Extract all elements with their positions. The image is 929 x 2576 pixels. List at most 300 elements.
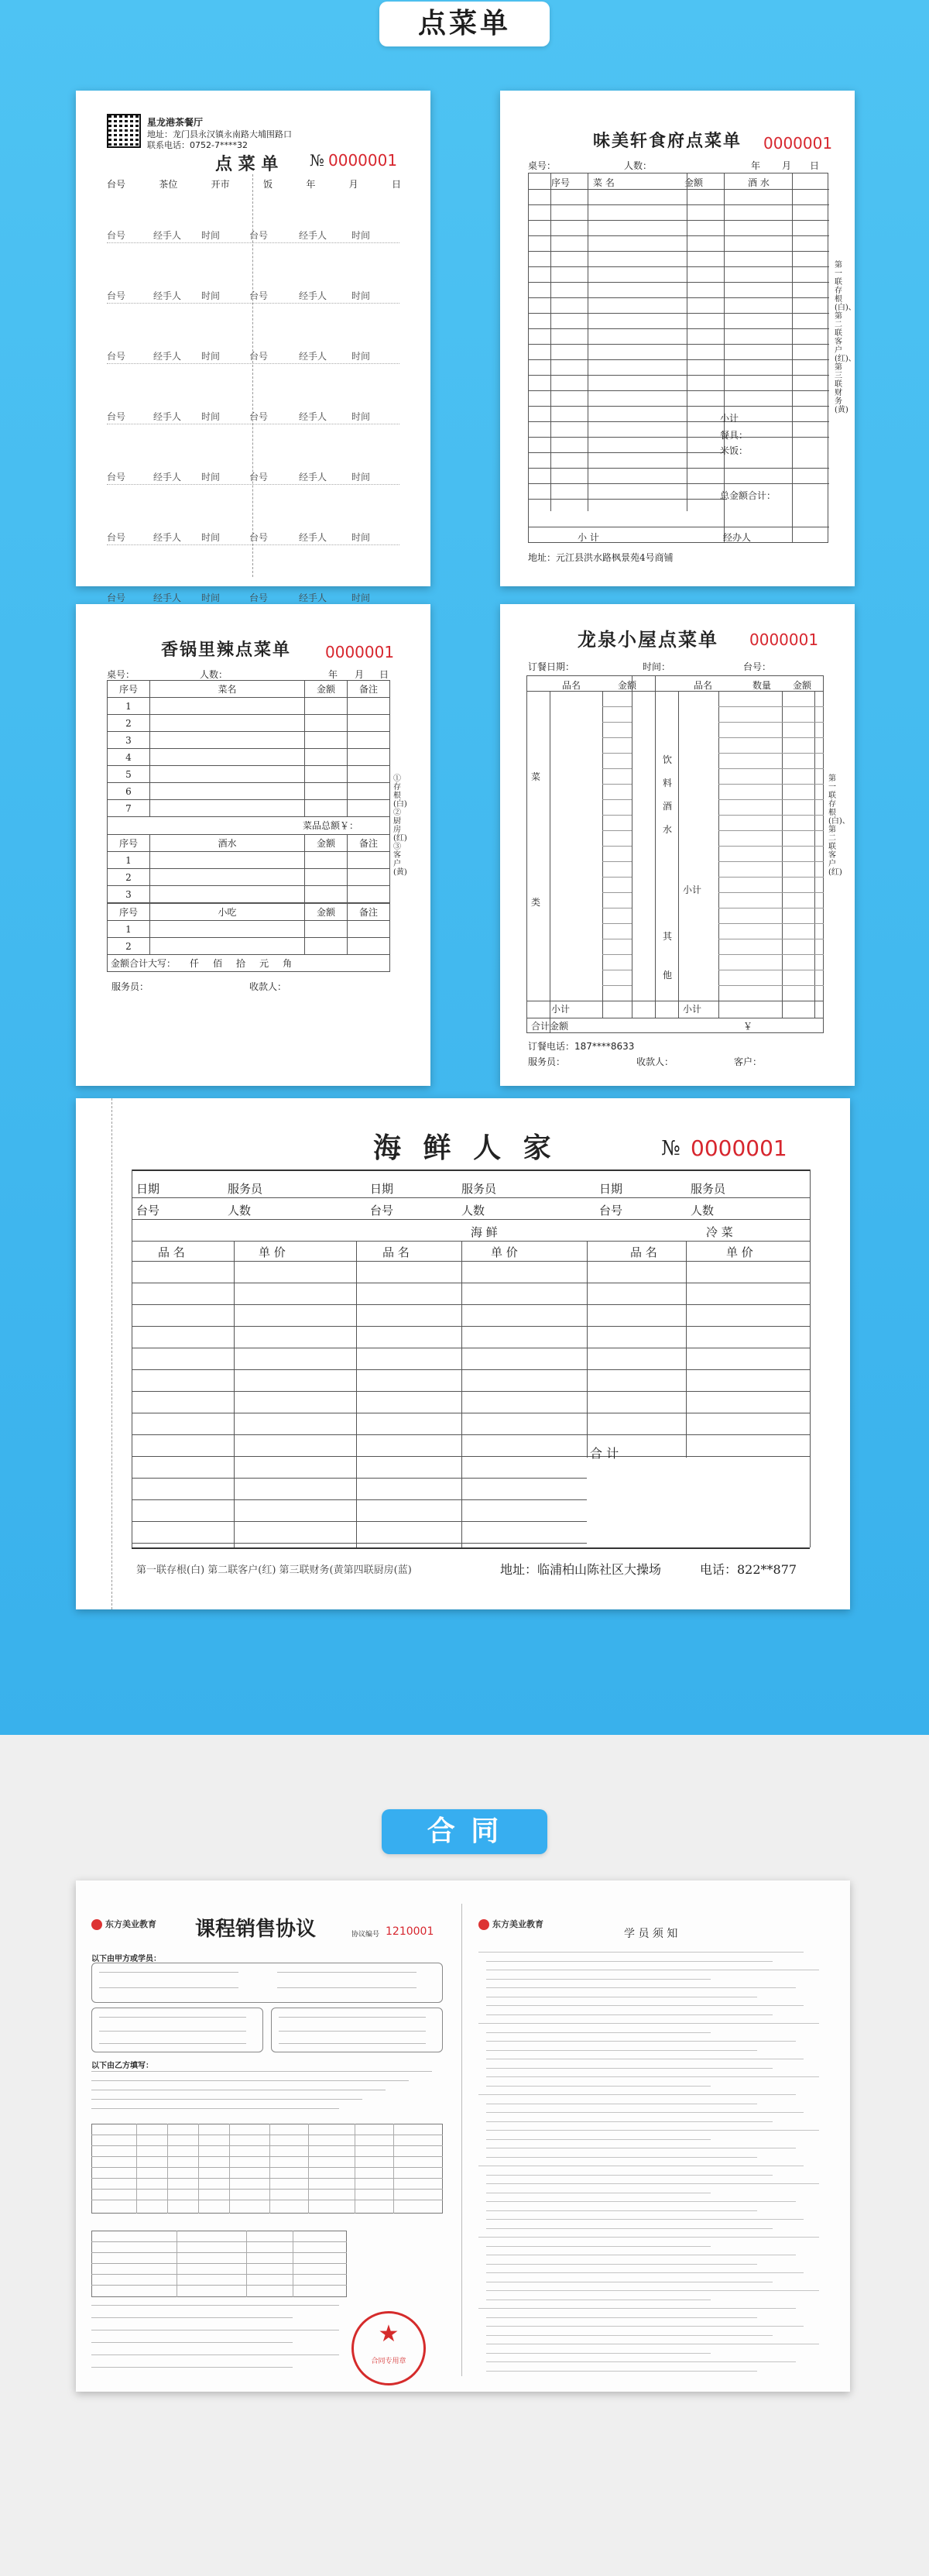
header-cell: 年 — [306, 179, 316, 190]
header-row — [107, 177, 401, 191]
row-number: 2 — [108, 869, 150, 886]
party-a-box — [91, 1963, 443, 2003]
text-line — [486, 2041, 796, 2042]
form-field: 台号 — [136, 1204, 160, 1218]
header-cell: 日 — [391, 179, 401, 190]
text-line — [478, 2023, 819, 2024]
order-form-card-2 — [500, 91, 855, 586]
form-field: 日期 — [599, 1182, 623, 1196]
unit-label: 角 — [283, 958, 293, 969]
entry-label: 时间 — [201, 411, 221, 422]
meta-table: 台号： — [743, 661, 772, 672]
empty-cell — [150, 783, 305, 800]
empty-cell — [150, 886, 305, 903]
table-header: 酒水 — [150, 835, 305, 852]
grid-hline — [602, 737, 632, 738]
entry-label: 时间 — [351, 532, 371, 543]
col-dish: 菜 名 — [593, 177, 615, 188]
grid-vline — [655, 675, 656, 1018]
col-right-amount: 金额 — [793, 680, 812, 691]
row-number: 1 — [108, 921, 150, 938]
rice: 米饭： — [720, 445, 749, 456]
column-divider — [686, 1241, 687, 1458]
row-rule — [132, 1391, 810, 1392]
order-table — [107, 680, 390, 817]
unit-label: 佰 — [213, 958, 223, 969]
label-other-1: 其 — [663, 931, 673, 942]
text-line — [486, 2335, 773, 2336]
staff-waiter: 服务员： — [111, 981, 149, 992]
party-b-heading: 以下由乙方填写： — [91, 2062, 153, 2070]
grid-hline — [529, 375, 829, 376]
group-cold: 冷 菜 — [706, 1225, 733, 1239]
entry-label: 时间 — [201, 532, 221, 543]
form-field: 人数 — [461, 1204, 485, 1218]
grid-hline — [718, 954, 824, 955]
empty-cell — [305, 749, 348, 766]
grid-vline — [718, 691, 719, 1018]
grid-hline — [602, 923, 632, 924]
label-category: 类 — [531, 897, 541, 908]
entry-label: 时间 — [351, 290, 371, 301]
qr-code-icon — [107, 114, 141, 148]
row-rule — [132, 1434, 810, 1435]
table-header: 序号 — [108, 681, 150, 698]
text-line — [91, 2317, 293, 2318]
text-line — [486, 2353, 711, 2354]
serial-number: 0000001 — [328, 151, 398, 170]
text-line — [91, 2342, 293, 2343]
meta-month: 月 — [782, 160, 792, 171]
grid-vline — [269, 2124, 270, 2214]
shop-address: 地址：临浦柏山陈社区大操场 — [500, 1562, 662, 1577]
order-grid — [526, 675, 824, 1033]
grid-hline — [602, 784, 632, 785]
grid-hline — [718, 768, 824, 769]
entry-label: 经手人 — [299, 592, 327, 603]
text-line — [486, 2272, 804, 2273]
entry-label: 时间 — [201, 592, 221, 603]
seal-star-icon: ★ — [378, 2320, 399, 2348]
empty-cell — [305, 886, 348, 903]
form-title: 味美轩食府点菜单 — [593, 131, 742, 151]
meta-time: 时间： — [643, 661, 671, 672]
order-table — [107, 903, 390, 955]
grid-vline — [814, 691, 815, 1018]
col-left-name: 品名 — [562, 680, 581, 691]
order-tables — [107, 680, 390, 993]
row-rule — [132, 1197, 810, 1198]
column-divider — [356, 1241, 357, 1547]
grid-hline — [718, 985, 824, 986]
entry-label: 台号 — [249, 230, 269, 241]
grid-hline — [529, 499, 724, 500]
row-number: 2 — [108, 715, 150, 732]
row-number: 5 — [108, 766, 150, 783]
empty-cell — [305, 800, 348, 817]
empty-cell — [150, 800, 305, 817]
order-form-card-1 — [76, 91, 430, 603]
grid-hline — [529, 359, 829, 360]
order-phone: 订餐电话：187****8633 — [528, 1041, 635, 1052]
entry-label: 时间 — [201, 230, 221, 241]
empty-cell — [348, 698, 390, 715]
serial-number: 0000001 — [691, 1135, 787, 1161]
serial-number: 0000001 — [749, 630, 819, 649]
meta-year: 年 — [328, 669, 338, 680]
section-title-contract: 合 同 — [382, 1809, 547, 1854]
grid-hline — [724, 483, 829, 484]
empty-cell — [150, 921, 305, 938]
grid-vline — [602, 691, 603, 1018]
grid-hline — [529, 251, 829, 252]
unit-label: 仟 — [190, 958, 200, 969]
form-title: 龙泉小屋点菜单 — [578, 628, 718, 651]
entry-label: 台号 — [107, 472, 126, 483]
form-field: 服务员 — [461, 1182, 497, 1196]
table-header: 金额 — [305, 904, 348, 921]
unit-label: 拾 — [236, 958, 246, 969]
grid-hline — [529, 437, 724, 438]
empty-cell — [305, 921, 348, 938]
row-rule — [132, 1543, 587, 1544]
row-rule — [132, 1478, 587, 1479]
grid-vline — [393, 2124, 394, 2214]
table-header: 序号 — [108, 835, 150, 852]
grid-hline — [718, 923, 824, 924]
entry-line — [107, 242, 399, 243]
grid-hline — [91, 2274, 347, 2275]
unit-label: 元 — [259, 958, 269, 969]
grid-hline — [718, 815, 824, 816]
column-header: 品 名 — [630, 1245, 657, 1259]
text-line — [486, 2068, 773, 2069]
grid-hline — [91, 2263, 347, 2264]
grid-hline — [602, 722, 632, 723]
text-line — [478, 2094, 796, 2095]
grid-hline — [529, 390, 829, 391]
label-other-2: 他 — [663, 970, 673, 981]
form-title: 点 菜 单 — [215, 154, 279, 174]
text-line — [91, 2354, 339, 2355]
grid-hline — [91, 2167, 443, 2168]
header-cell: 开市 — [211, 179, 230, 190]
payment-table — [91, 2231, 347, 2297]
text-line — [486, 2130, 819, 2131]
serial-label: № — [310, 151, 324, 170]
grid-vline — [167, 2124, 168, 2214]
grid-vline — [246, 2231, 247, 2297]
text-line — [91, 2108, 339, 2109]
serial-number: 0000001 — [763, 134, 833, 153]
dish-total: 菜品总额￥： — [107, 817, 390, 834]
meta-guests: 人数： — [624, 160, 653, 171]
form-field: 服务员 — [228, 1182, 263, 1196]
total-amount: 合计金额 — [531, 1021, 569, 1032]
drinks-subtotal: 小计 — [683, 884, 702, 895]
empty-cell — [305, 852, 348, 869]
text-line — [486, 2183, 819, 2184]
tableware: 餐具： — [720, 430, 749, 441]
text-line — [99, 2031, 246, 2032]
text-line — [486, 2371, 757, 2372]
form-field: 日期 — [370, 1182, 394, 1196]
col-right-name: 品名 — [694, 680, 713, 691]
order-table — [107, 834, 390, 903]
grid-hline — [529, 344, 829, 345]
grid-hline — [91, 2252, 347, 2253]
column-divider — [461, 1241, 462, 1547]
entry-label: 经手人 — [153, 351, 182, 362]
group-seafood: 海 鲜 — [471, 1225, 498, 1239]
col-amount: 金额 — [684, 177, 704, 188]
student-box-1 — [91, 2008, 263, 2052]
text-line — [486, 2290, 819, 2291]
text-line — [99, 1987, 238, 1988]
grid-hline — [529, 406, 724, 407]
table-header: 备注 — [348, 835, 390, 852]
grid-hline — [529, 189, 829, 190]
bottom-rule — [132, 1547, 810, 1549]
row-rule — [132, 1499, 587, 1500]
title-rule — [132, 1170, 810, 1171]
copy-note: 第一联存根(白)、第二联客户(红)、第三联财务(黄) — [835, 261, 856, 414]
staff-cashier: 收款人： — [636, 1056, 674, 1067]
text-line — [486, 2005, 804, 2006]
grid-hline — [529, 452, 724, 453]
text-line — [91, 2305, 339, 2306]
text-line — [486, 2264, 757, 2265]
empty-cell — [150, 698, 305, 715]
form-field: 服务员 — [691, 1182, 726, 1196]
empty-cell — [348, 852, 390, 869]
form-field: 日期 — [136, 1182, 160, 1196]
grid-hline — [529, 204, 829, 205]
entry-label: 时间 — [351, 592, 371, 603]
text-line — [91, 2367, 293, 2368]
text-line — [478, 1952, 804, 1953]
staff-waiter: 服务员： — [528, 1056, 566, 1067]
text-line — [486, 2219, 804, 2220]
text-line — [277, 1972, 417, 1973]
section-title-order-forms: 点菜单 — [379, 2, 550, 46]
grid-hline — [718, 892, 824, 893]
col-drinks: 酒 水 — [748, 177, 770, 188]
grid-vline — [678, 691, 679, 1018]
empty-cell — [305, 783, 348, 800]
table-header: 备注 — [348, 681, 390, 698]
grid-hline — [529, 220, 829, 221]
text-line — [486, 2032, 711, 2033]
form-title: 香锅里辣点菜单 — [161, 640, 292, 660]
total-label: 合 计 — [590, 1446, 619, 1461]
column-divider — [810, 1170, 811, 1547]
center-divider — [252, 174, 253, 577]
text-line — [279, 2031, 426, 2032]
header-cell: 饭 — [262, 179, 273, 190]
entry-label: 台号 — [249, 532, 269, 543]
grid-hline — [602, 830, 632, 831]
label-drink-3: 酒 — [663, 801, 673, 812]
text-line — [486, 2014, 773, 2015]
text-line — [486, 2317, 757, 2318]
table-header: 金额 — [305, 835, 348, 852]
grid-hline — [724, 406, 829, 407]
party-a-heading: 以下由甲方或学员： — [91, 1955, 161, 1963]
empty-cell — [348, 783, 390, 800]
serial-number: 0000001 — [325, 643, 395, 661]
text-line — [279, 2043, 426, 2044]
entry-line — [107, 303, 399, 304]
yen-sign: ￥ — [743, 1021, 753, 1032]
grid-hline — [529, 313, 829, 314]
other-subtotal: 小计 — [683, 1004, 702, 1015]
entry-label: 经手人 — [299, 532, 327, 543]
grid-hline — [602, 799, 632, 800]
contract-title: 课程销售协议 — [195, 1918, 317, 1941]
order-grid — [528, 173, 828, 543]
empty-cell — [305, 732, 348, 749]
grid-vline — [792, 173, 793, 542]
grid-hline — [91, 2189, 443, 2190]
entry-label: 时间 — [351, 472, 371, 483]
empty-cell — [150, 852, 305, 869]
text-line — [486, 2112, 804, 2113]
grid-hline — [602, 753, 632, 754]
empty-cell — [305, 938, 348, 955]
text-line — [486, 2210, 757, 2211]
grid-hline — [718, 830, 824, 831]
text-line — [478, 2308, 796, 2309]
empty-cell — [150, 869, 305, 886]
column-header: 单 价 — [259, 1245, 286, 1259]
text-line — [99, 2043, 246, 2044]
grid-hline — [91, 2241, 347, 2242]
entry-label: 台号 — [107, 411, 126, 422]
text-line — [478, 2237, 819, 2238]
staff-cashier: 收款人： — [249, 981, 287, 992]
text-line — [486, 2201, 796, 2202]
grid-hline — [718, 753, 824, 754]
restaurant-name: 星龙港茶餐厅 — [147, 117, 204, 128]
form-field: 人数 — [228, 1204, 252, 1218]
table-header: 小吃 — [150, 904, 305, 921]
grid-hline — [91, 2156, 443, 2157]
entry-line — [107, 363, 399, 364]
entry-label: 经手人 — [153, 532, 182, 543]
row-number: 2 — [108, 938, 150, 955]
table-header: 金额 — [305, 681, 348, 698]
meta-year: 年 — [751, 160, 761, 171]
order-form-card-4 — [500, 604, 855, 1086]
column-header: 品 名 — [158, 1245, 185, 1259]
page-divider — [461, 1904, 462, 2376]
grid-hline — [529, 421, 724, 422]
row-number: 1 — [108, 698, 150, 715]
entry-label: 台号 — [249, 472, 269, 483]
meta-day: 日 — [379, 669, 389, 680]
text-line — [486, 1961, 773, 1962]
empty-cell — [305, 766, 348, 783]
logo-icon — [478, 1919, 489, 1930]
text-line — [91, 2099, 362, 2100]
staff-customer: 客户： — [734, 1056, 763, 1067]
entry-label: 时间 — [351, 230, 371, 241]
text-line — [486, 2361, 796, 2362]
grid-hline — [91, 2178, 443, 2179]
entry-label: 经手人 — [299, 411, 327, 422]
grand-total-label: 金额合计大写： — [111, 958, 177, 969]
label-drink-2: 料 — [663, 778, 673, 788]
contract-logo: 东方美业教育 — [91, 1918, 156, 1930]
meta-date: 订餐日期： — [528, 661, 575, 672]
row-number: 7 — [108, 800, 150, 817]
column-divider — [234, 1241, 235, 1547]
copy-note: 第一联存根(白) 第二联客户(红) 第三联财务(黄第四联厨房(蓝) — [136, 1564, 412, 1576]
label-drink-1: 饮 — [663, 754, 673, 765]
shop-address: 地址：元江县洪水路枫景苑4号商铺 — [528, 552, 674, 563]
column-divider — [587, 1241, 588, 1458]
text-line — [486, 2086, 711, 2087]
binding-line — [111, 1098, 112, 1609]
entry-label: 经手人 — [299, 472, 327, 483]
copy-note: 第一联存根(白)、第二联客户(红) — [828, 775, 850, 877]
empty-cell — [348, 921, 390, 938]
order-form-card-5 — [76, 1098, 850, 1609]
text-line — [277, 1987, 417, 1988]
col-right-qty: 数量 — [752, 680, 772, 691]
row-rule — [132, 1456, 810, 1457]
grand-total: 总金额合计： — [720, 490, 776, 501]
grid-vline — [308, 2124, 309, 2214]
order-form-card-3 — [76, 604, 430, 1086]
right-logo: 东方美业教育 — [478, 1918, 543, 1930]
row-rule — [132, 1261, 810, 1262]
grid-hline — [718, 706, 824, 707]
entry-line — [107, 544, 399, 545]
table-header: 备注 — [348, 904, 390, 921]
empty-cell — [150, 749, 305, 766]
entry-label: 经手人 — [153, 472, 182, 483]
serial-label: № — [661, 1137, 680, 1160]
form-field: 台号 — [370, 1204, 394, 1218]
dish-subtotal: 小 计 — [578, 532, 599, 543]
shop-phone: 电话：822**877 — [700, 1562, 797, 1577]
empty-cell — [348, 869, 390, 886]
contract-no: 1210001 — [386, 1925, 434, 1938]
meta-guests: 人数： — [200, 669, 228, 680]
empty-cell — [348, 749, 390, 766]
entry-label: 经手人 — [299, 351, 327, 362]
grid-hline — [718, 737, 824, 738]
row-number: 3 — [108, 886, 150, 903]
copy-note: ①存根(白) ②厨房(红) ③客户(黄) — [393, 775, 407, 877]
entry-label: 时间 — [201, 472, 221, 483]
contract-card — [76, 1880, 850, 2392]
meta-table-no: 桌号： — [107, 669, 135, 680]
grid-hline — [602, 706, 632, 707]
text-line — [486, 2228, 773, 2229]
text-line — [486, 2050, 757, 2051]
grid-hline — [529, 297, 829, 298]
grid-hline — [529, 266, 829, 267]
empty-cell — [150, 732, 305, 749]
grid-hline — [529, 468, 724, 469]
entry-label: 经手人 — [153, 290, 182, 301]
grid-hline — [602, 954, 632, 955]
header-cell: 月 — [348, 179, 358, 190]
entry-label: 经手人 — [153, 411, 182, 422]
